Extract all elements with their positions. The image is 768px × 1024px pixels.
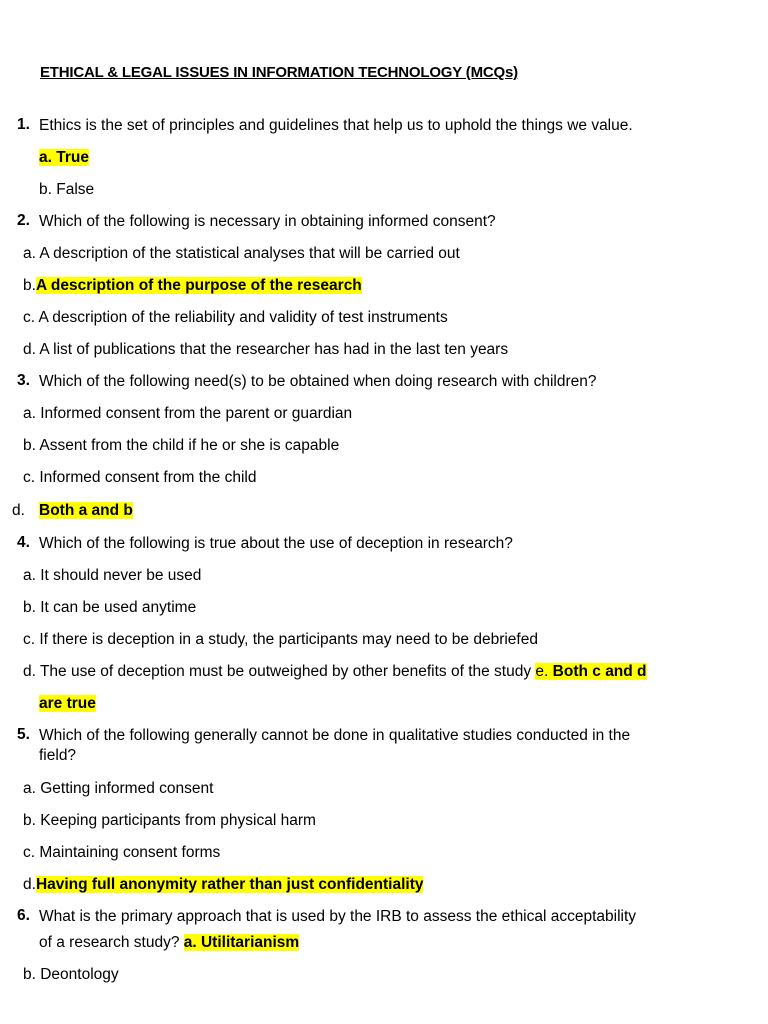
- question-number: 6.: [17, 907, 30, 924]
- highlighted-answer: A description of the purpose of the research: [35, 277, 362, 294]
- option-prefix: e.: [535, 663, 549, 680]
- option-prefix: d.: [23, 876, 36, 893]
- answer-option: a. Informed consent from the parent or guardian: [23, 405, 353, 422]
- highlighted-answer: are true: [39, 695, 96, 712]
- question-text: Ethics is the set of principles and guidelines that help us to uphold the things we value.: [39, 117, 633, 134]
- answer-option: a. Getting informed consent: [23, 780, 214, 797]
- answer-option: b. False: [39, 181, 95, 198]
- question-text: Which of the following generally cannot be done in qualitative studies conducted in the: [39, 727, 631, 744]
- answer-option-correct: [23, 875, 423, 895]
- question-number: 2.: [17, 212, 30, 229]
- answer-option: a. A description of the statistical analyses that will be carried out: [23, 245, 460, 262]
- highlighted-answer: Both a and b: [39, 502, 133, 519]
- document-title: ETHICAL & LEGAL ISSUES IN INFORMATION TECHNOLOGY (MCQs): [40, 64, 518, 81]
- option-prefix: b.: [23, 277, 36, 294]
- question-text: field?: [39, 747, 77, 764]
- question-text: Which of the following is true about the use of deception in research?: [39, 535, 513, 552]
- question-number: 5.: [17, 726, 30, 743]
- highlighted-answer: a. Utilitarianism: [183, 934, 300, 951]
- answer-option: b. Assent from the child if he or she is capable: [23, 437, 340, 454]
- highlighted-answer: Having full anonymity rather than just confidentiality: [35, 876, 424, 893]
- question-number: 4.: [17, 534, 30, 551]
- question-text: What is the primary approach that is used by the IRB to assess the ethical acceptability: [39, 908, 637, 925]
- option-text: d. The use of deception must be outweighed by other benefits of the study: [23, 663, 536, 680]
- answer-option: c. Informed consent from the child: [23, 469, 257, 486]
- question-text: Which of the following is necessary in obtaining informed consent?: [39, 213, 496, 230]
- option-prefix: d.: [12, 502, 25, 519]
- answer-option-correct: [23, 276, 362, 296]
- answer-option: b. It can be used anytime: [23, 599, 197, 616]
- answer-option: b. Deontology: [23, 966, 119, 983]
- answer-option: b. Keeping participants from physical harm: [23, 812, 316, 829]
- answer-option: c. If there is deception in a study, the participants may need to be debriefed: [23, 631, 538, 648]
- answer-option-correct: [39, 501, 133, 521]
- question-text-tail: of a research study?: [39, 934, 184, 951]
- answer-option: a. It should never be used: [23, 567, 202, 584]
- question-text: [39, 933, 299, 953]
- question-number: 1.: [17, 116, 30, 133]
- answer-option-correct: [39, 148, 89, 168]
- answer-option: c. Maintaining consent forms: [23, 844, 221, 861]
- answer-option: [23, 662, 647, 682]
- question-number: 3.: [17, 372, 30, 389]
- highlighted-answer: a. True: [39, 149, 89, 166]
- highlighted-answer: Both c and d: [548, 663, 647, 680]
- answer-option: d. A list of publications that the researcher has had in the last ten years: [23, 341, 509, 358]
- answer-option-correct: [39, 694, 96, 714]
- question-text: Which of the following need(s) to be obtained when doing research with children?: [39, 373, 597, 390]
- answer-option: c. A description of the reliability and validity of test instruments: [23, 309, 448, 326]
